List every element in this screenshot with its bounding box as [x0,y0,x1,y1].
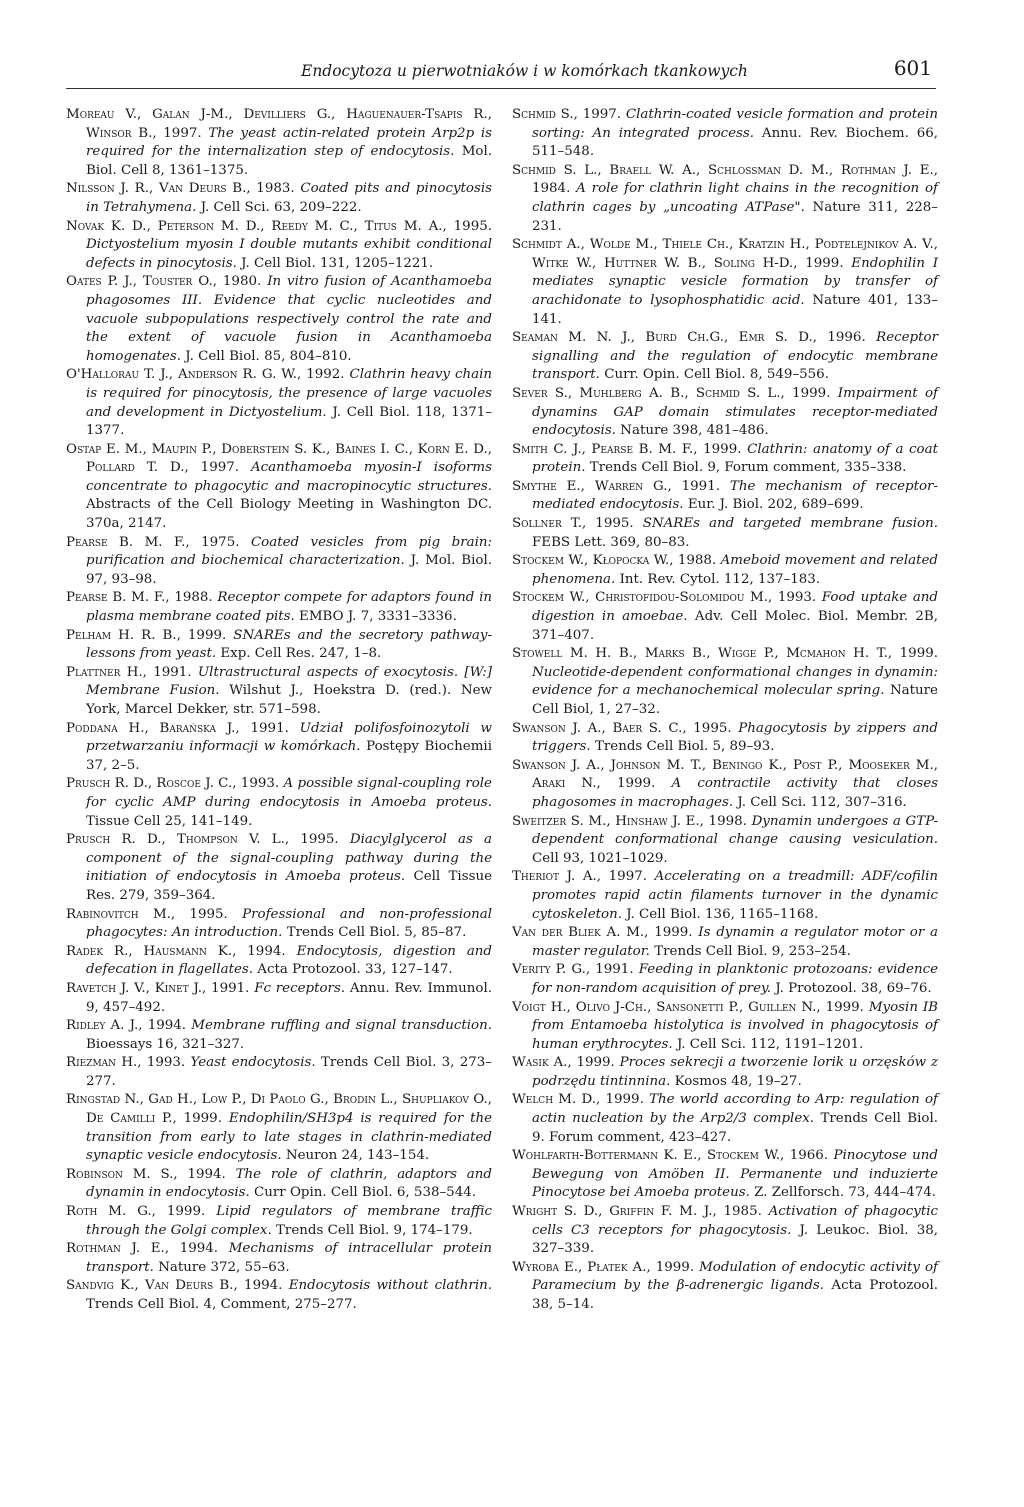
reference-entry [66,441,492,534]
reference-authors: Sever S., Muhlberg A. B., Schmid S. L., 1999. [512,385,831,401]
reference-title: Food uptake and digestion in amoebae. [532,590,939,625]
reference-authors: Schmidt A., Wolde M., Thiele Ch., Kratzin H., Podtelejnikov A. V., Witke W., Huttner W. B., Soling H-D., 1999. [512,237,938,271]
reference-entry [512,236,938,329]
reference-title: Ultrastructural aspects of exocytosis. [W:] Membrane Fusion. [86,664,492,699]
reference-title: Clathrin-coated vesicle formation and protein sorting: An integrated process. [532,107,938,141]
reference-authors: Welch M. D., 1999. [512,1092,644,1108]
reference-authors: Verity P. G., 1991. [512,962,634,978]
reference-authors: Prusch R. D., Roscoe J. C., 1993. [66,776,280,792]
reference-entry [512,1147,938,1203]
reference-source: Curr Opin. Cell Biol. 6, 538–544. [254,1185,476,1201]
reference-entry [66,1091,492,1165]
reference-source: Trends Cell Biol. 9. Forum comment, 423–427. [532,1111,938,1145]
reference-authors: Stockem W., Christofidou-Solomidou M., 1993. [512,590,817,606]
reference-source: Annu. Rev. Biochem. 66, 511–548. [532,125,938,160]
reference-entry [66,906,492,943]
reference-source: J. Cell Biol. 85, 804–810. [185,348,352,364]
reference-title: Receptor compete for adaptors found in plasma membrane coated pits. [86,590,493,625]
reference-authors: Voigt H., Olivo J-Ch., Sansonetti P., Guillen N., 1999. [512,999,864,1015]
reference-authors: Robinson M. S., 1994. [66,1166,226,1182]
reference-title: A role for clathrin light chains in the recognition of clathrin cages by „uncoating ATPase". [532,181,938,215]
reference-entry [66,943,492,980]
reference-source: J. Cell Biol. 136, 1165–1168. [626,906,819,922]
reference-title: Coated pits and pinocytosis in Tetrahymena. [86,181,492,215]
reference-title: Dictyostelium myosin I double mutants exhibit conditional defects in pinocytosis. [86,237,492,271]
reference-authors: Swanson J. A., Johnson M. T., Beningo K., Post P., Mooseker M., Araki N., 1999. [512,757,938,792]
reference-entry [66,106,492,180]
reference-source: Abstracts of the Cell Biology Meeting in Washington DC. 370a, 2147. [86,497,492,532]
reference-authors: Poddana H., Barańska J., 1991. [66,720,289,736]
reference-authors: Moreau V., Galan J-M., Devilliers G., Haguenauer-Tsapis R., Winsor B., 1997. [66,107,492,141]
reference-title: SNAREs and targeted membrane fusion. [642,516,938,532]
reference-source: Annu. Rev. Immunol. 9, 457–492. [86,980,492,1015]
reference-title: Accelerating on a treadmill: ADF/cofilin promotes rapid actin filaments turnover in the dynamic cytoskeleton. [532,869,939,922]
reference-entry [66,1240,492,1277]
reference-source: Z. Zellforsch. 73, 444–474. [754,1185,937,1201]
reference-authors: Schmid S. L., Braell W. A., Schlossman D. M., Rothman J. E., 1984. [512,162,938,197]
reference-authors: Nilsson J. R., Van Deurs B., 1983. [66,181,295,197]
reference-title: Impairment of dynamins GAP domain stimulates receptor-mediated endocytosis. [532,385,938,439]
reference-entry [66,664,492,720]
reference-source: FEBS Lett. 369, 80–83. [532,534,690,550]
reference-authors: Sweitzer S. M., Hinshaw J. E., 1998. [512,813,747,829]
reference-entry [66,1166,492,1203]
reference-title: Proces sekrecji a tworzenie lorik u orzęsków z podrzędu tintinnina. [532,1055,938,1089]
reference-entry [66,627,492,664]
reference-source: J. Protozool. 38, 69–76. [775,980,932,996]
reference-entry [66,534,492,590]
reference-title: Fc receptors. [254,980,346,996]
reference-source: Acta Protozool. 33, 127–147. [257,962,453,978]
reference-title: Clathrin heavy chain is required for pinocytosis, the presence of large vacuoles and development in Dictyostelium. [86,367,492,420]
reference-entry [512,961,938,998]
reference-title: Modulation of endocytic activity of Paramecium by the β-adrenergic ligands. [532,1259,939,1294]
reference-entry [512,329,938,385]
reference-authors: Smythe E., Warren G., 1991. [512,478,720,494]
reference-source: Kosmos 48, 19–27. [674,1073,802,1089]
reference-title: A possible signal-coupling role for cyclic AMP during endocytosis in Amoeba proteus. [86,776,492,810]
reference-entry [512,1054,938,1091]
reference-title: The yeast actin-related protein Arp2p is required for the internalization step of endocytosis. [86,125,492,160]
reference-source: Acta Protozool. 38, 5–14. [532,1278,938,1312]
reference-entry [66,1277,492,1314]
reference-authors: Roth M. G., 1999. [66,1204,206,1220]
reference-title: The world according to Arp: regulation of actin nucleation by the Arp2/3 complex. [532,1092,938,1127]
reference-source: Adv. Cell Molec. Biol. Membr. 2B, 371–407. [532,609,938,643]
reference-title: Professional and non-professional phagocytes: An introduction. [86,906,492,941]
reference-title: Myosin IB from Entamoeba histolytica is involved in phagocytosis of human erythrocytes. [532,999,938,1052]
reference-title: Clathrin: anatomy of a coat protein. [532,441,938,476]
reference-authors: Swanson J. A., Baer S. C., 1995. [512,720,732,736]
reference-entry [512,757,938,813]
page-number: 601 [893,56,932,80]
reference-authors: Prusch R. D., Thompson V. L., 1995. [66,832,339,848]
reference-entry [512,645,938,719]
reference-source: Trends Cell Biol. 3, 273–277. [86,1055,492,1089]
reference-title: The mechanism of receptor-mediated endocytosis. [532,478,938,513]
reference-source: Nature Cell Biol, 1, 27–32. [532,683,938,717]
reference-title: Endocytosis, digestion and defecation in flagellates. [86,943,493,978]
reference-authors: Stowell M. H. B., Marks B., Wigge P., Mcmahon H. T., 1999. [512,646,938,662]
reference-entry [512,999,938,1055]
reference-entry [512,1091,938,1147]
reference-source: Nature 311, 228–231. [532,199,938,234]
reference-authors: Plattner H., 1991. [66,664,192,680]
reference-title: Ameboid movement and related phenomena. [532,553,939,587]
reference-entry [66,775,492,831]
reference-entry [66,1203,492,1240]
running-header [66,56,936,89]
reference-entry [512,552,938,589]
reference-source: Cell 93, 1021–1029. [532,850,668,866]
reference-source: Nature 372, 55–63. [158,1259,290,1275]
reference-title: Coated vesicles from pig brain: purification and biochemical characterization. [86,534,493,569]
reference-source: J. Cell Sci. 63, 209–222. [200,199,362,215]
reference-source: Neuron 24, 143–154. [285,1148,430,1164]
reference-authors: Sollner T., 1995. [512,516,634,532]
reference-authors: Wohlfarth-Bottermann K. E., Stockem W., 1966. [512,1148,829,1164]
reference-entry [512,385,938,441]
reference-authors: Ravetch J. V., Kinet J., 1991. [66,980,250,996]
reference-authors: Van der Bliek A. M., 1999. [512,925,693,941]
reference-authors: Pearse B. M. F., 1988. [66,590,213,606]
reference-source: J. Cell Sci. 112, 1191–1201. [676,1036,864,1052]
reference-authors: Pelham H. R. B., 1999. [66,627,227,643]
reference-source: Int. Rev. Cytol. 112, 137–183. [619,571,821,587]
reference-title: Endophilin/SH3p4 is required for the transition from early to late stages in clathrin-mediated synaptic vesicle endocytosis. [86,1111,493,1164]
reference-source: Bioessays 16, 321–327. [86,1036,245,1052]
reference-authors: Riezman H., 1993. [66,1055,186,1071]
reference-title: A contractile activity that closes phagosomes in macrophages. [532,776,939,810]
reference-title: Activation of phagocytic cells C3 receptors for phagocytosis. [532,1204,938,1238]
right-reference-column [512,106,938,1315]
reference-authors: Oates P. J., Touster O., 1980. [66,274,262,290]
reference-entry [66,1017,492,1054]
reference-title: Nucleotide-dependent conformational changes in dynamin: evidence for a mechanochemical molecular spring. [532,664,938,699]
reference-source: Mol. Biol. Cell 8, 1361–1375. [86,144,492,178]
reference-entry [66,980,492,1017]
reference-authors: Rabinovitch M., 1995. [66,906,228,922]
reference-title: Phagocytosis by zippers and triggers. [532,720,938,755]
reference-source: J. Leukoc. Biol. 38, 327–339. [532,1222,939,1257]
reference-authors: Novak K. D., Peterson M. D., Reedy M. C., Titus M. A., 1995. [66,218,492,234]
reference-authors: Seaman M. N. J., Burd Ch.G., Emr S. D., 1996. [512,330,866,346]
reference-title: Mechanisms of intracellular protein transport. [86,1241,492,1275]
reference-source: Nature 398, 481–486. [620,423,769,439]
reference-authors: Wyroba E., Płatek A., 1999. [512,1259,695,1275]
reference-entry [66,273,492,366]
reference-authors: Schmid S., 1997. [512,107,622,122]
reference-title: Is dynamin a regulator motor or a master regulator. [532,925,938,959]
reference-entry [512,162,938,236]
reference-entry [512,589,938,645]
running-title: Endocytoza u pierwotniaków i w komórkach tkankowych [301,62,748,80]
reference-source: Curr. Opin. Cell Biol. 8, 549–556. [604,367,829,383]
reference-source: Cell Tissue Res. 279, 359–364. [86,869,492,903]
reference-title: Dynamin undergoes a GTP-dependent conformational change causing vesiculation. [532,813,938,848]
reference-source: Trends Cell Biol. 9, Forum comment, 335–338. [589,460,907,476]
reference-authors: Ostap E. M., Maupin P., Doberstein S. K., Baines I. C., Korn E. D., Pollard T. D., 1997. [66,441,492,476]
reference-title: Receptor signalling and the regulation of endocytic membrane transport. [532,330,938,383]
reference-title: Udział polifosfoinozytoli w przetwarzaniu informacji w komórkach. [86,720,492,755]
reference-entry [512,441,938,478]
reference-entry [512,1259,938,1315]
reference-source: Exp. Cell Res. 247, 1–8. [220,646,382,662]
reference-authors: Ridley A. J., 1994. [66,1018,187,1034]
reference-title: Pinocytose und Bewegung von Amöben II. Permanente und induzierte Pinocytose bei Amoeba proteus. [532,1148,938,1201]
reference-source: Tissue Cell 25, 141–149. [86,813,253,829]
reference-source: J. Mol. Biol. 97, 93–98. [86,553,492,587]
reference-authors: Pearse B. M. F., 1975. [66,534,240,550]
reference-source: Trends Cell Biol. 9, 253–254. [654,943,851,959]
reference-title: Membrane ruffling and signal transduction. [191,1018,492,1034]
reference-authors: Smith C. J., Pearse B. M. F., 1999. [512,441,742,457]
reference-title: Yeast endocytosis. [190,1055,316,1071]
reference-title: Feeding in planktonic protozoans: evidence for non-random acquisition of prey. [532,962,939,996]
reference-source: Nature 401, 133–141. [532,292,938,327]
reference-source: J. Cell Sci. 112, 307–316. [737,794,907,810]
reference-title: Diacylglycerol as a component of the signal-coupling pathway during the initiation of endocytosis in Amoeba proteus. [86,832,492,885]
reference-authors: Radek R., Hausmann K., 1994. [66,943,286,959]
reference-authors: Wasik A., 1999. [512,1055,615,1071]
reference-title: SNAREs and the secretory pathway-lessons from yeast. [86,627,492,662]
reference-entry [512,868,938,924]
reference-entry [66,366,492,440]
reference-entry [512,924,938,961]
reference-source: J. Cell Biol. 131, 1205–1221. [241,255,434,271]
left-reference-column [66,106,492,1315]
reference-source: EMBO J. 7, 3331–3336. [299,609,457,625]
reference-title: Lipid regulators of membrane traffic through the Golgi complex. [86,1204,492,1238]
reference-entry [512,478,938,515]
reference-entry [66,180,492,217]
reference-source: J. Cell Biol. 118, 1371–1377. [86,404,492,439]
reference-source: Postępy Biochemii 37, 2–5. [86,739,492,773]
reference-entry [66,589,492,626]
reference-entry [512,1203,938,1259]
reference-source: Trends Cell Biol. 5, 85–87. [286,925,467,941]
reference-entry [66,1054,492,1091]
reference-authors: Stockem W., Kłopocka W., 1988. [512,553,717,569]
reference-source: Eur. J. Biol. 202, 689–699. [687,497,864,513]
reference-entry [66,720,492,776]
reference-title: Endophilin I mediates synaptic vesicle formation by transfer of arachidonate to lysophosphatidic acid. [532,255,938,308]
reference-entry [512,813,938,869]
reference-authors: Ringstad N., Gad H., Low P., Di Paolo G., Brodin L., Shupliakov O., De Camilli P., 1999. [66,1092,492,1127]
reference-source: Trends Cell Biol. 4, Comment, 275–277. [86,1297,357,1312]
reference-title: Endocytosis without clathrin. [288,1278,492,1294]
reference-title: In vitro fusion of Acanthamoeba phagosomes III. Evidence that cyclic nucleotides and vacuole subpopulations respectively control the rate and the extent of vacuole fusion in Acanthamoeba homogenates. [86,274,492,364]
reference-entry [512,106,938,162]
reference-title: The role of clathrin, adaptors and dynamin in endocytosis. [86,1166,492,1201]
reference-authors: O'Hallorau T. J., Anderson R. G. W., 1992. [66,367,345,383]
reference-authors: Rothman J. E., 1994. [66,1241,219,1257]
reference-entry [512,720,938,757]
reference-source: Trends Cell Biol. 5, 89–93. [594,739,775,755]
reference-authors: Wright S. D., Griffin F. M. J., 1985. [512,1204,762,1220]
reference-source: Trends Cell Biol. 9, 174–179. [276,1222,473,1238]
reference-authors: Theriot J. A., 1997. [512,869,648,885]
reference-entry [512,515,938,552]
reference-source: Wilshut J., Hoekstra D. (red.). New York, Marcel Dekker, str. 571–598. [86,683,492,717]
reference-authors: Sandvig K., Van Deurs B., 1994. [66,1278,283,1294]
reference-entry [66,218,492,274]
reference-entry [66,831,492,905]
reference-title: Acanthamoeba myosin-I isoforms concentrate to phagocytic and macropinocytic structures. [86,460,492,494]
